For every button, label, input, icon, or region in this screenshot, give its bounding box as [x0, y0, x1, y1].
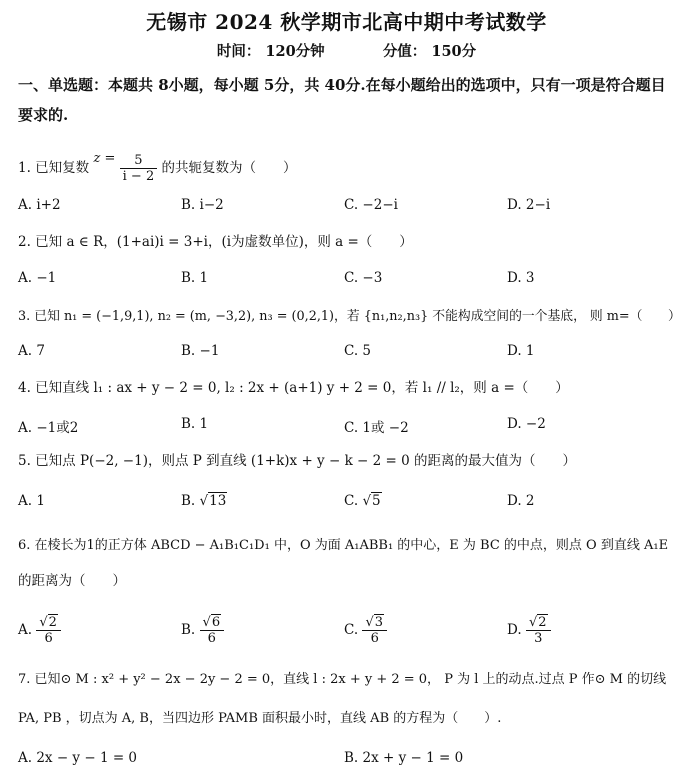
q1-option-b[interactable]: B. i−2 — [181, 197, 224, 213]
question-6-stem-line-1: 6. 在棱长为1的正方体 ABCD − A₁B₁C₁D₁ 中，O 为面 A₁ABB₁ 的中心，E 为 BC 的中点，则点 O 到直线 A₁E — [18, 538, 669, 553]
q6-option-b-letter: B. — [181, 622, 196, 638]
question-6-options — [18, 607, 683, 651]
time-label: 时间： — [216, 43, 261, 60]
question-2-options — [18, 270, 683, 294]
question-3-options — [18, 343, 683, 367]
q5-option-a[interactable]: A. 1 — [18, 493, 45, 509]
q4-option-c[interactable]: C. 1或 −2 — [344, 420, 409, 436]
q1-formula-lhs: z = — [93, 151, 116, 166]
q6-option-d-fraction: $\frac{√2}{3}$ — [526, 615, 551, 646]
question-7-stem-line-2: PA, PB ，切点为 A, B，当四边形 PAMB 面积最小时，直线 AB 的方程为（ ）. — [18, 711, 502, 726]
exam-title: 无锡市 2024 秋学期市北高中期中考试数学 — [146, 10, 547, 34]
q2-option-b[interactable]: B. 1 — [181, 270, 209, 286]
q3-option-a[interactable]: A. 7 — [18, 343, 45, 359]
q3-option-d[interactable]: D. 1 — [507, 343, 535, 359]
q6-option-c-fraction: $\frac{√3}{6}$ — [362, 615, 387, 646]
score-value: 150分 — [431, 43, 477, 60]
time-value: 120分钟 — [265, 43, 325, 60]
score-label: 分值： — [382, 43, 427, 60]
q6-option-a-letter: A. — [18, 622, 33, 638]
question-5-options — [18, 493, 683, 517]
q4-option-b[interactable]: B. 1 — [181, 416, 209, 432]
q1-fraction — [120, 153, 158, 184]
q5-option-c-letter: C. — [344, 493, 359, 509]
q1-option-a[interactable]: A. i+2 — [18, 197, 61, 213]
q1-option-d[interactable]: D. 2−i — [507, 197, 551, 213]
question-7-stem-line-1: 7. 已知⊙ M : x² + y² − 2x − 2y − 2 = 0，直线 l : 2x + y + 2 = 0， P 为 l 上的动点.过点 P 作⊙ M 的切线 — [18, 672, 667, 687]
q5-option-b-letter: B. — [181, 493, 196, 509]
q6-option-b-denominator: 6 — [207, 631, 216, 646]
q6-option-c-denominator: 6 — [370, 631, 379, 646]
question-5-stem: 5. 已知点 P(−2, −1)，则点 P 到直线 (1+k)x + y − k − 2 = 0 的距离的最大值为（ ） — [18, 453, 577, 469]
q6-option-d[interactable] — [507, 615, 551, 646]
q2-option-d[interactable]: D. 3 — [507, 270, 535, 286]
q6-option-d-denominator: 3 — [534, 631, 543, 646]
q5-option-b-sqrt: √13 — [199, 493, 227, 509]
question-4-options — [18, 416, 683, 440]
question-4-stem: 4. 已知直线 l₁ : ax + y − 2 = 0, l₂ : 2x + (a+1) y + 2 = 0，若 l₁ // l₂，则 a =（ ） — [18, 380, 569, 396]
q6-option-d-radicand: 2 — [538, 615, 547, 630]
q5-option-c[interactable] — [344, 493, 382, 509]
q5-option-c-sqrt: √5 — [362, 493, 381, 509]
q3-option-b[interactable]: B. −1 — [181, 343, 220, 359]
question-1-options — [18, 197, 683, 221]
question-7-options — [18, 750, 683, 774]
q4-option-a[interactable]: A. −1或2 — [18, 420, 79, 436]
q6-option-a-radicand: 2 — [48, 615, 57, 630]
q7-option-b[interactable]: B. 2x + y − 1 = 0 — [344, 750, 464, 766]
q1-stem-post: 的共轭复数为（ ） — [161, 160, 297, 176]
q6-option-a[interactable] — [18, 615, 61, 646]
q7-option-a[interactable]: A. 2x − y − 1 = 0 — [18, 750, 138, 766]
q6-option-b[interactable] — [181, 615, 224, 646]
q2-option-c[interactable]: C. −3 — [344, 270, 383, 286]
q1-fraction-denominator: i − 2 — [122, 169, 155, 184]
q6-option-c-radicand: 3 — [374, 615, 384, 630]
question-1-stem — [18, 150, 683, 187]
q6-option-b-fraction: $\frac{√6}{6}$ — [200, 615, 225, 646]
question-2-stem: 2. 已知 a ∈ R，(1+ai)i = 3+i，(i为虚数单位)，则 a =（ ） — [18, 234, 413, 250]
exam-meta — [0, 40, 693, 61]
q6-option-c[interactable] — [344, 615, 387, 646]
q2-option-a[interactable]: A. −1 — [18, 270, 57, 286]
question-6-stem-line-2: 的距离为（ ） — [18, 573, 126, 589]
q1-stem-pre: 1. 已知复数 — [18, 160, 90, 176]
q6-option-b-radicand: 6 — [211, 615, 221, 630]
q5-option-d[interactable]: D. 2 — [507, 493, 535, 509]
q5-option-c-radicand: 5 — [372, 493, 381, 509]
q4-option-d[interactable]: D. −2 — [507, 416, 546, 432]
q5-option-b-radicand: 13 — [209, 493, 227, 509]
q1-fraction-numerator: 5 — [120, 153, 158, 169]
q5-option-b[interactable] — [181, 493, 227, 509]
q3-option-c[interactable]: C. 5 — [344, 343, 372, 359]
q6-option-a-fraction: $\frac{√2}{6}$ — [36, 615, 61, 646]
section-heading: 一、单选题：本题共 8小题，每小题 5分，共 40分.在每小题给出的选项中，只有一项是符合题目要求的. — [18, 76, 666, 124]
q6-option-a-denominator: 6 — [44, 631, 53, 646]
question-3-stem: 3. 已知 n₁ = (−1,9,1), n₂ = (m, −3,2), n₃ = (0,2,1)，若 {n₁,n₂,n₃} 不能构成空间的一个基底， 则 m=（ ） — [18, 309, 681, 324]
q1-option-c[interactable]: C. −2−i — [344, 197, 398, 213]
q6-option-d-letter: D. — [507, 622, 522, 638]
q6-option-c-letter: C. — [344, 622, 359, 638]
